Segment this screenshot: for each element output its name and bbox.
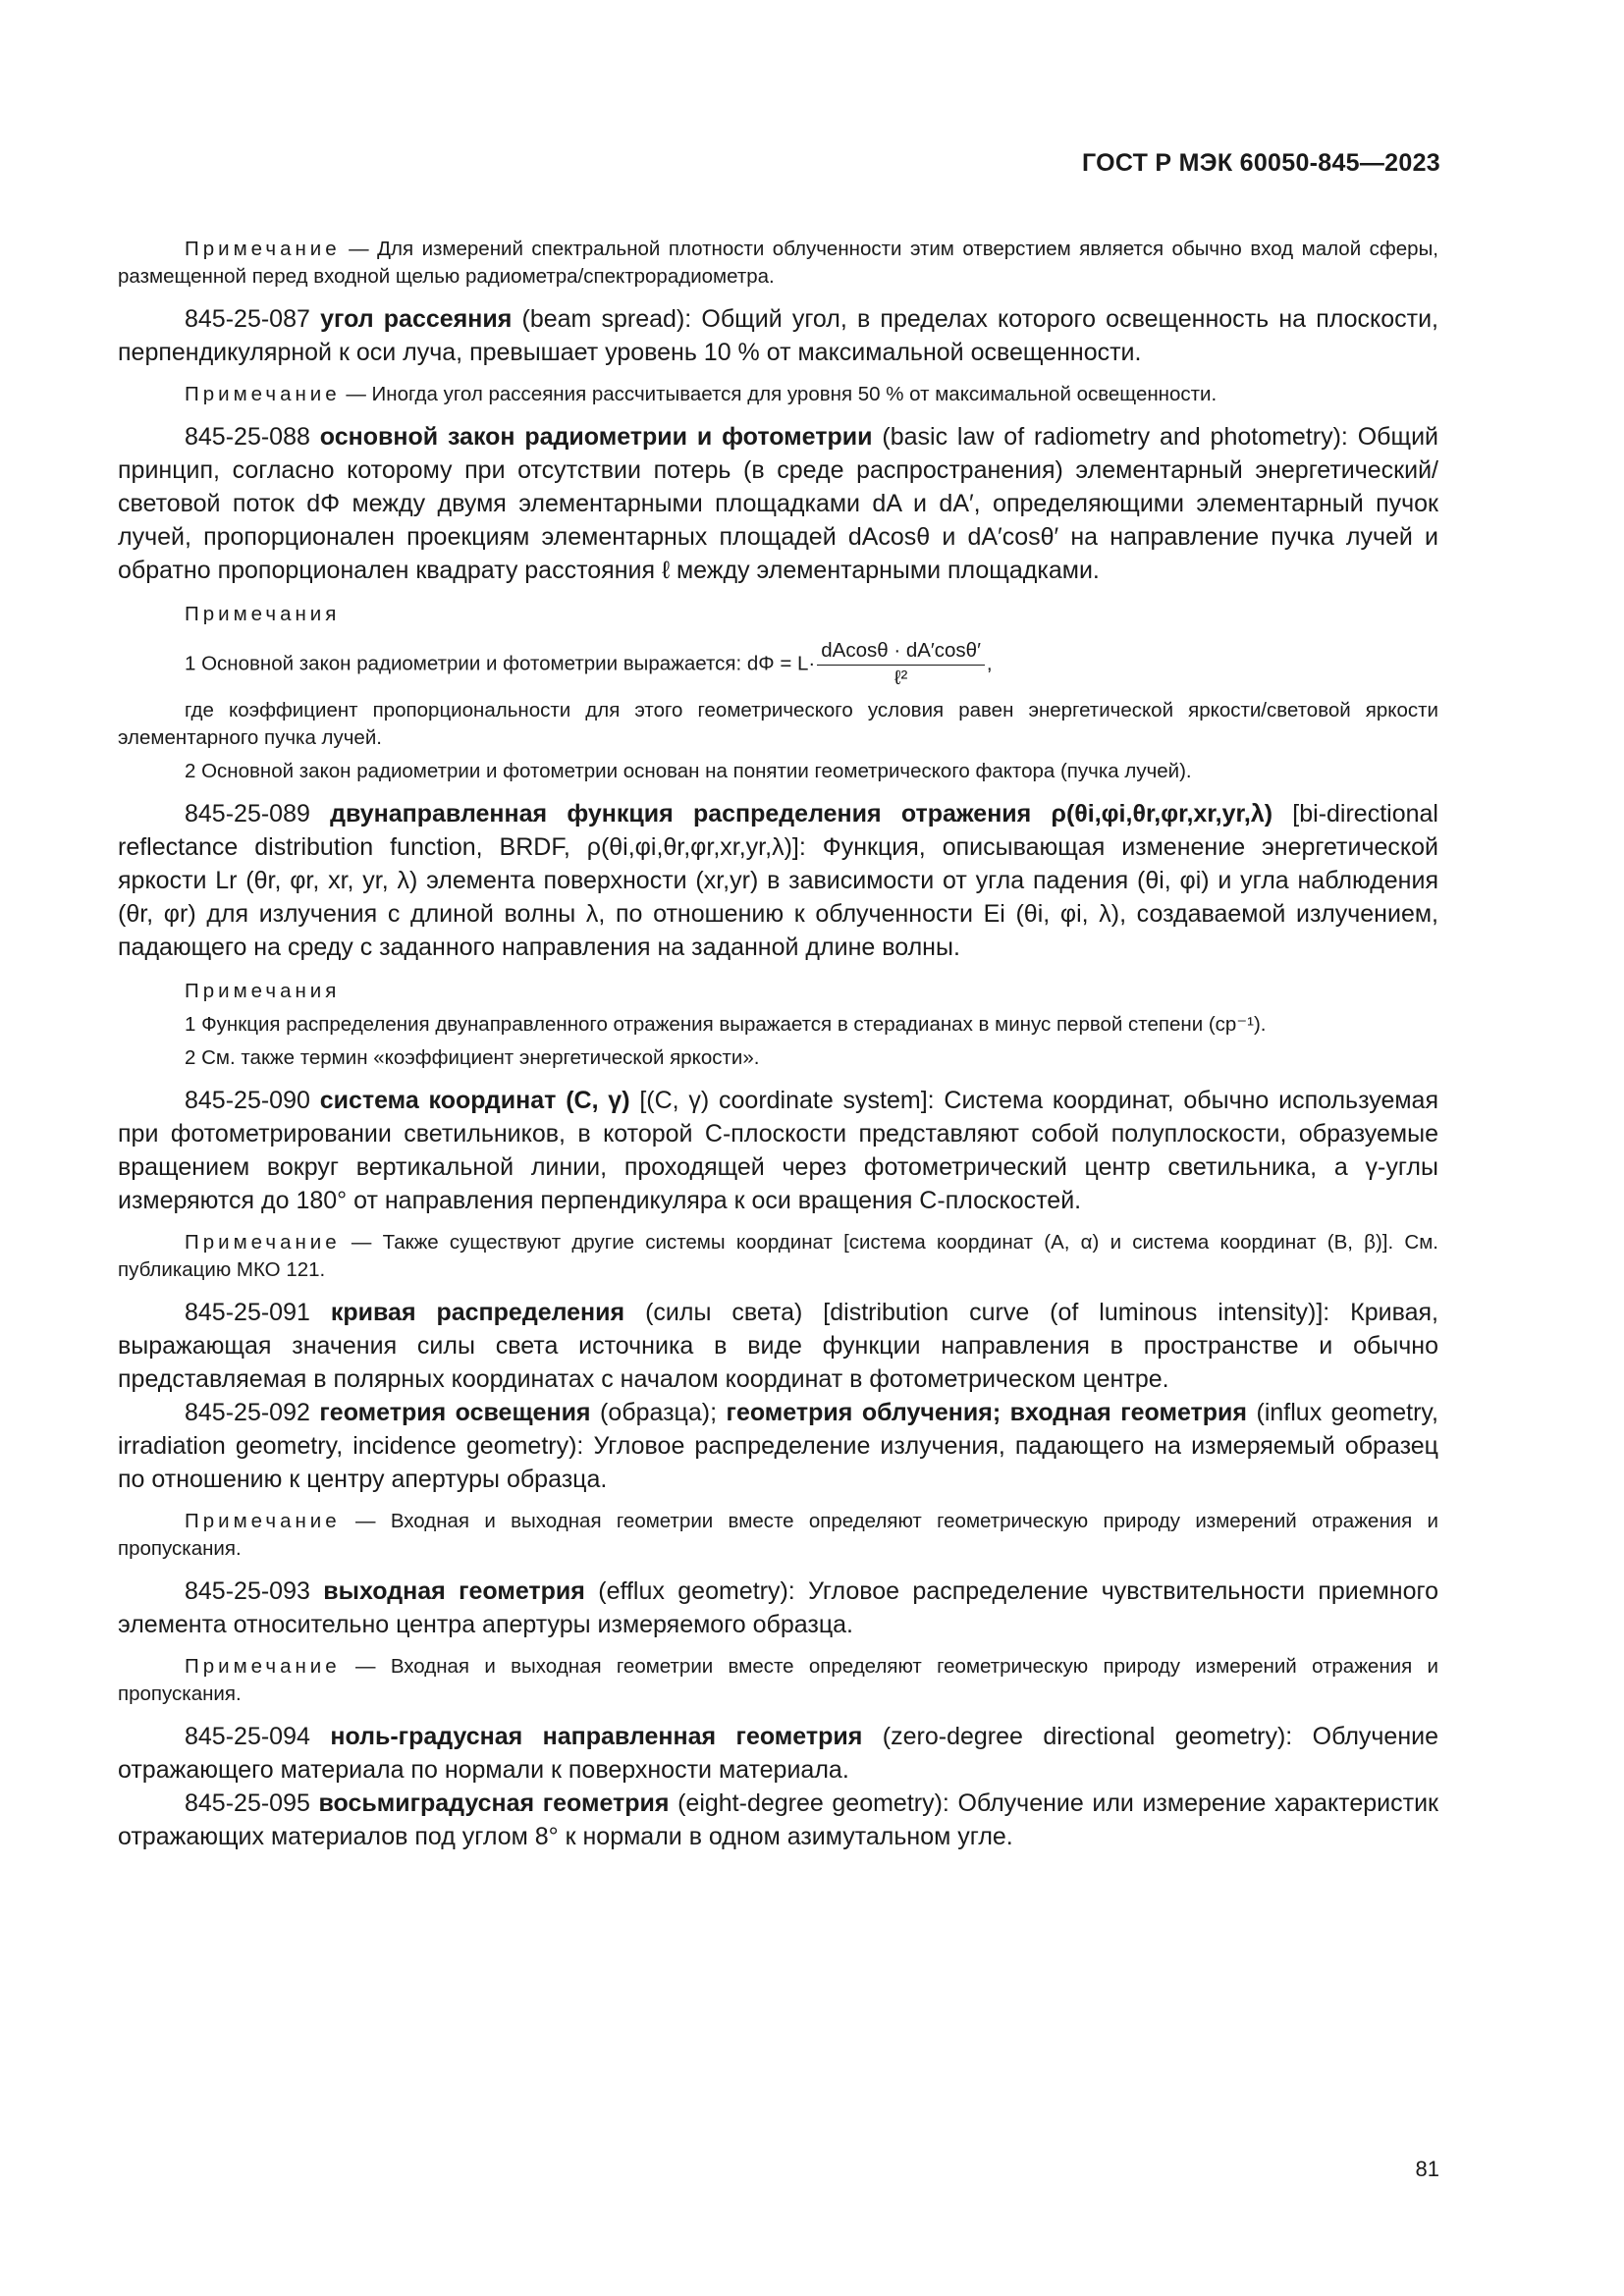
term-definition: (basic law of radiometry and photometry): Общий принцип, согласно которому при отсутствии потерь (в среде распространения) элементарный энергетический/световой поток dΦ между двумя элементарными площадками dA и dA′, определяющими элементарный пучок лучей, пропорционален проекциям элементарных площадей dAcosθ и dA′cosθ′ на направление пучка лучей и обратно пропорционален квадрату расстояния ℓ между элементарными площадками. bbox=[118, 423, 1438, 584]
formula-note bbox=[118, 638, 1438, 691]
notes-heading bbox=[118, 601, 1438, 628]
note bbox=[118, 381, 1438, 408]
formula-trailing: , bbox=[986, 652, 993, 675]
term-definition: (beam spread): Общий угол, в пределах которого освещенность на плоскости, перпендикулярной к оси луча, превышает уровень 10 % от максимальной освещенности. bbox=[118, 305, 1439, 366]
term-number: 845-25-088 bbox=[185, 423, 310, 451]
note-text: — Иногда угол рассеяния рассчитывается для уровня 50 % от максимальной освещенности. bbox=[340, 383, 1218, 405]
term-name: система координат (C, γ) bbox=[319, 1087, 630, 1114]
formula-denominator: ℓ² bbox=[893, 667, 908, 689]
term-number: 845-25-093 bbox=[185, 1577, 310, 1605]
formula-numerator: dAcosθ · dA′cosθ′ bbox=[817, 638, 985, 666]
note-text: — Входная и выходная геометрии вместе определяют геометрическую природу измерений отражения и пропускания. bbox=[118, 1655, 1438, 1705]
term-definition: (influx geometry, irradiation geometry, incidence geometry): Угловое распределение излучения, падающего на измеряемый образец по отношению к центру апертуры образца. bbox=[118, 1399, 1438, 1493]
note-item: 1 Функция распределения двунаправленного отражения выражается в стерадианах в минус первой степени (ср⁻¹). bbox=[185, 1013, 1267, 1036]
term-entry bbox=[118, 1396, 1438, 1496]
note-text: — Также существуют другие системы координат [система координат (A, α) и система координат (B, β)]. См. публикацию МКО 121. bbox=[118, 1231, 1438, 1281]
term-name: выходная геометрия bbox=[323, 1577, 585, 1605]
term-name: двунаправленная функция распределения отражения ρ(θi,φi,θr,φr,xr,yr,λ) bbox=[330, 800, 1273, 828]
notes-label: Примечания bbox=[185, 603, 341, 625]
note-label: Примечание bbox=[185, 383, 341, 405]
term-entry bbox=[118, 797, 1438, 964]
term-name: геометрия освещения bbox=[319, 1399, 591, 1426]
formula-lead: 1 Основной закон радиометрии и фотометрии выражается: dΦ = L· bbox=[185, 652, 816, 675]
note-item: где коэффициент пропорциональности для этого геометрического условия равен энергетической яркости/световой яркости элементарного пучка лучей. bbox=[118, 699, 1438, 749]
note-label: Примечание bbox=[185, 1510, 341, 1532]
note-item: 2 Основной закон радиометрии и фотометрии основан на понятии геометрического фактора (пучка лучей). bbox=[185, 760, 1192, 782]
notes-label: Примечания bbox=[185, 980, 341, 1002]
note-text: — Для измерений спектральной плотности облученности этим отверстием является обычно вход малой сферы, размещенной перед входной щелью радиометра/спектрорадиометра. bbox=[118, 238, 1438, 288]
term-definition: (eight-degree geometry): Облучение или измерение характеристик отражающих материалов под углом 8° к нормали в одном азимутальном угле. bbox=[118, 1789, 1438, 1850]
page-content bbox=[118, 224, 1438, 1853]
term-number: 845-25-091 bbox=[185, 1299, 310, 1326]
note bbox=[118, 1229, 1438, 1284]
term-number: 845-25-094 bbox=[185, 1723, 310, 1750]
term-name: ноль-градусная направленная геометрия bbox=[330, 1723, 863, 1750]
note-label: Примечание bbox=[185, 238, 341, 260]
term-entry bbox=[118, 1720, 1438, 1787]
term-entry bbox=[118, 1575, 1438, 1641]
term-definition: [bi-directional reflectance distribution function, BRDF, ρ(θi,φi,θr,φr,xr,yr,λ)]: Функция, описывающая изменение энергетической яркости Lr (θr, φr, xr, yr, λ) элемента поверхности (xr,yr) в зависимости от угла падения (θi, φi) и угла наблюдения (θr, φr) для излучения с длиной волны λ, по отношению к облученности Ei (θi, φi, λ), создаваемой излучением, падающего на среду с заданного направления на заданной длине волны. bbox=[118, 800, 1438, 961]
notes-heading bbox=[118, 978, 1438, 1005]
term-number: 845-25-090 bbox=[185, 1087, 310, 1114]
term-entry bbox=[118, 1787, 1438, 1853]
note bbox=[118, 236, 1438, 291]
term-name: угол рассеяния bbox=[320, 305, 513, 333]
standard-header: ГОСТ Р МЭК 60050-845—2023 bbox=[1081, 149, 1440, 177]
term-name-synonym: геометрия облучения; входная геометрия bbox=[726, 1399, 1248, 1426]
term-definition: (efflux geometry): Угловое распределение чувствительности приемного элемента относительно центра апертуры измеряемого образца. bbox=[118, 1577, 1438, 1638]
note bbox=[118, 1653, 1438, 1708]
term-number: 845-25-095 bbox=[185, 1789, 310, 1817]
term-definition: [(C, γ) coordinate system]: Система координат, обычно используемая при фотометрировании светильников, в которой C-плоскости представляют собой полуплоскости, образуемые вращением вокруг вертикальной линии, проходящей через фотометрический центр светильника, а γ-углы измеряются до 180° от направления перпендикуляра к оси вращения C-плоскостей. bbox=[118, 1087, 1439, 1214]
term-number: 845-25-089 bbox=[185, 800, 310, 828]
term-name: основной закон радиометрии и фотометрии bbox=[319, 423, 873, 451]
term-entry bbox=[118, 302, 1438, 369]
term-definition: (силы света) [distribution curve (of luminous intensity)]: Кривая, выражающая значения силы света источника в виде функции направления в пространстве и обычно представляемая в полярных координатах с началом координат в фотометрическом центре. bbox=[118, 1299, 1438, 1393]
note-label: Примечание bbox=[185, 1231, 341, 1254]
term-name: восьмиградусная геометрия bbox=[318, 1789, 670, 1817]
term-number: 845-25-092 bbox=[185, 1399, 310, 1426]
term-name: кривая распределения bbox=[330, 1299, 625, 1326]
page-number: 81 bbox=[1415, 2157, 1439, 2181]
note-label: Примечание bbox=[185, 1655, 341, 1678]
note-item: 2 См. также термин «коэффициент энергетической яркости». bbox=[185, 1046, 760, 1069]
term-definition: (образца); bbox=[590, 1399, 727, 1426]
note bbox=[118, 1508, 1438, 1563]
term-number: 845-25-087 bbox=[185, 305, 310, 333]
term-entry bbox=[118, 420, 1438, 587]
formula-fraction bbox=[817, 638, 985, 691]
note-text: — Входная и выходная геометрии вместе определяют геометрическую природу измерений отражения и пропускания. bbox=[118, 1510, 1438, 1560]
term-entry bbox=[118, 1084, 1438, 1217]
term-definition: (zero-degree directional geometry): Облучение отражающего материала по нормали к поверхности материала. bbox=[118, 1723, 1439, 1784]
term-entry bbox=[118, 1296, 1438, 1396]
